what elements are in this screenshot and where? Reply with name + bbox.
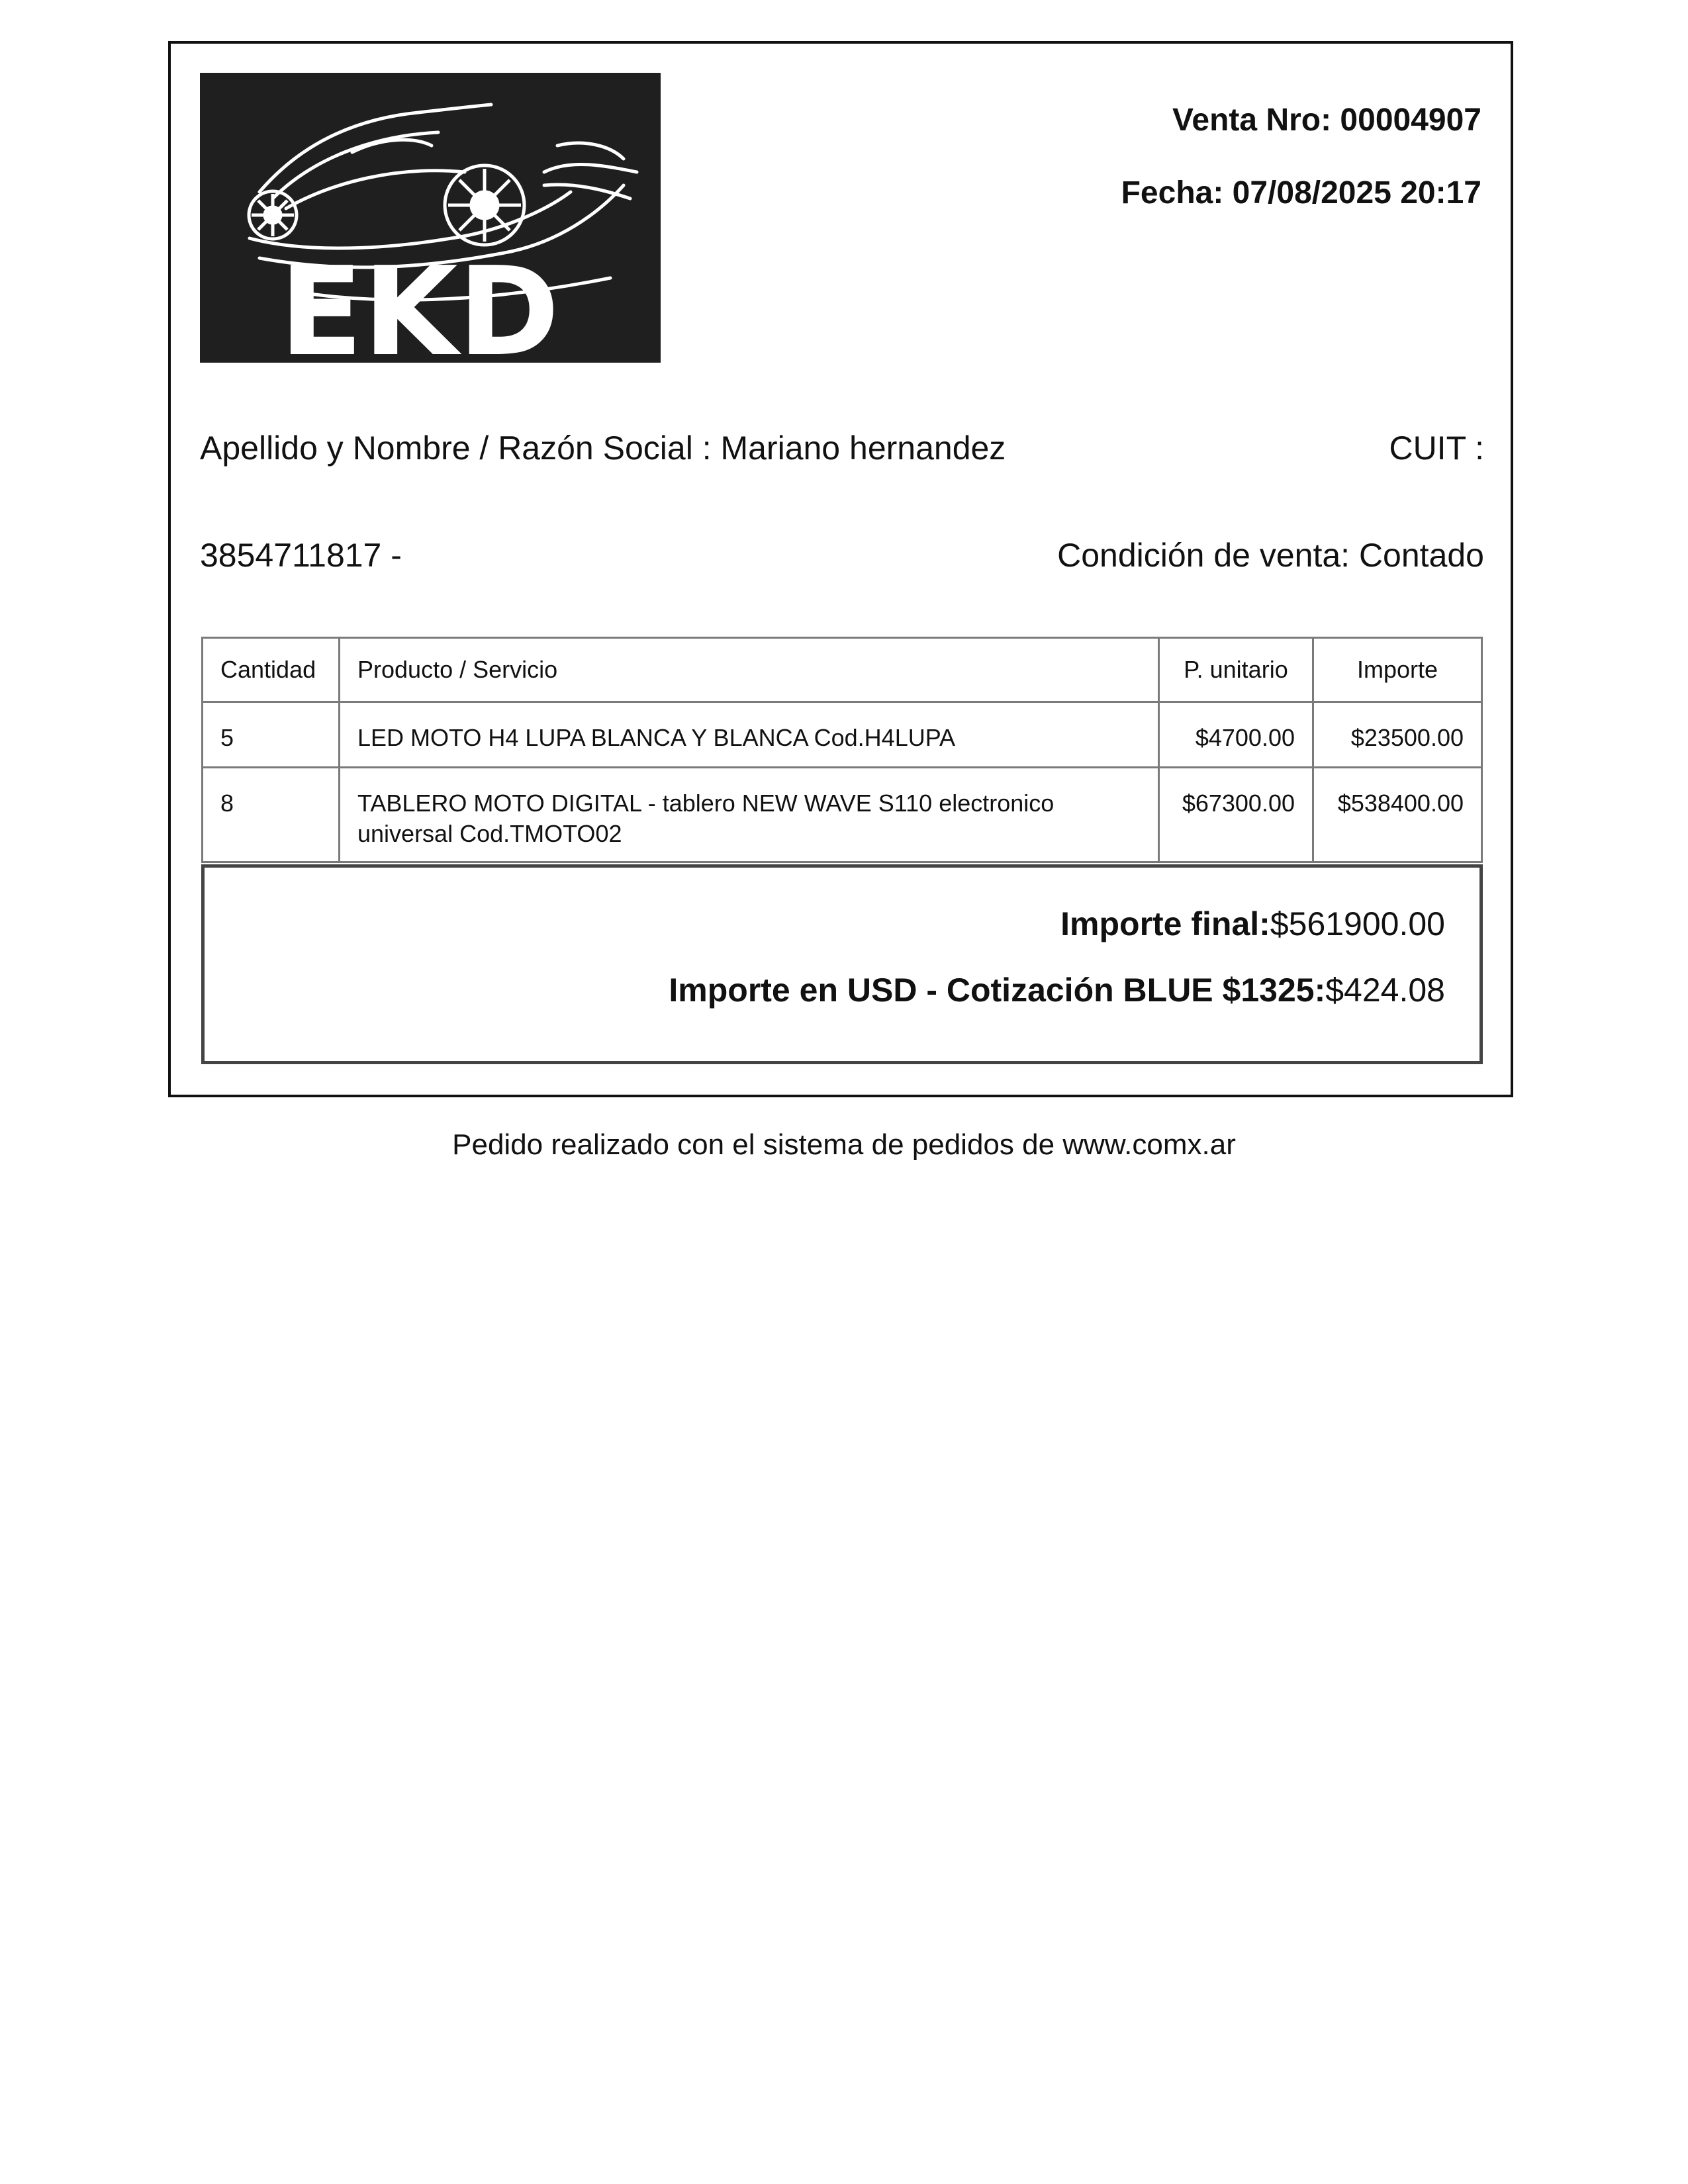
cell-amount: $538400.00 [1313, 768, 1482, 862]
sale-header [1121, 105, 1481, 250]
header-quantity: Cantidad [203, 638, 340, 702]
cell-unit-price: $67300.00 [1159, 768, 1313, 862]
cell-product: TABLERO MOTO DIGITAL - tablero NEW WAVE S110 electronico universal Cod.TMOTO02 [340, 768, 1159, 862]
client-cuit: CUIT : [1389, 430, 1484, 467]
footer-note: Pedido realizado con el sistema de pedidos de www.comx.ar [452, 1128, 1236, 1161]
client-contact-row [200, 539, 1484, 572]
cell-quantity: 5 [203, 702, 340, 768]
company-logo [200, 73, 661, 363]
sale-number: Venta Nro: 00004907 [1172, 103, 1481, 138]
usd-total [669, 974, 1445, 1007]
cell-product: LED MOTO H4 LUPA BLANCA Y BLANCA Cod.H4LUPA [340, 702, 1159, 768]
totals-box [201, 864, 1483, 1064]
cell-quantity: 8 [203, 768, 340, 862]
cell-unit-price: $4700.00 [1159, 702, 1313, 768]
svg-text:EKD: EKD [279, 240, 560, 363]
client-phone: 3854711817 - [200, 537, 402, 574]
table-row [203, 768, 1482, 862]
items-table [201, 637, 1483, 863]
final-total [1060, 907, 1445, 940]
header-amount: Importe [1313, 638, 1482, 702]
final-total-value: $561900.00 [1270, 905, 1445, 942]
table-header-row [203, 638, 1482, 702]
final-total-label: Importe final: [1060, 905, 1270, 942]
sale-date: Fecha: 07/08/2025 20:17 [1121, 175, 1481, 210]
cell-amount: $23500.00 [1313, 702, 1482, 768]
car-logo-icon [200, 73, 661, 363]
sale-condition: Condición de venta: Contado [1057, 537, 1484, 574]
table-row [203, 702, 1482, 768]
usd-total-label: Importe en USD - Cotización BLUE $1325: [669, 972, 1326, 1009]
header-unit-price: P. unitario [1159, 638, 1313, 702]
client-info-row [200, 432, 1484, 465]
usd-total-value: $424.08 [1325, 972, 1445, 1009]
client-name: Apellido y Nombre / Razón Social : Mariano hernandez [200, 430, 1006, 467]
header-product: Producto / Servicio [340, 638, 1159, 702]
